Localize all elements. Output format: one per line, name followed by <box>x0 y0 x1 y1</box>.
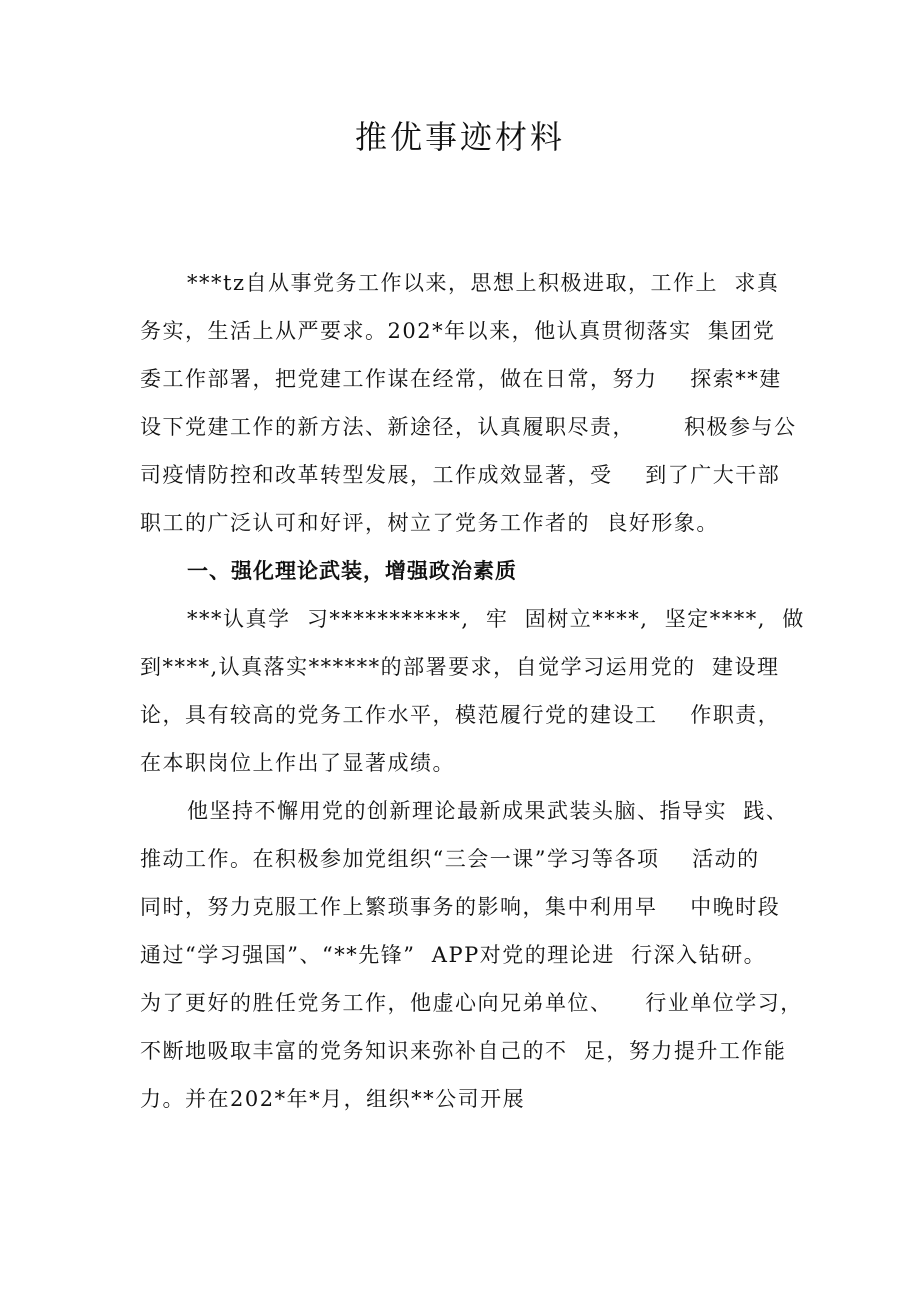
body-line-14: 同时，努力克服工作上繁琐事务的影响，集中利用早 中晚时段 <box>140 895 781 919</box>
document-title: 推优事迹材料 <box>354 118 565 156</box>
section-heading-1: 一、强化理论武装，增强政治素质 <box>187 559 517 583</box>
body-line-4: 设下党建工作的新方法、新途径，认真履职尽责， 积极参与公 <box>140 415 797 439</box>
body-line-1: ***tz自从事党务工作以来，思想上积极进取，工作上 求真 <box>187 271 780 295</box>
body-line-10: 论，具有较高的党务工作水平，模范履行党的建设工 作职责， <box>140 703 781 727</box>
body-line-17: 不断地吸取丰富的党务知识来弥补自己的不 足，努力提升工作能 <box>140 1039 787 1063</box>
body-line-13: 推动工作。在积极参加党组织“三会一课”学习等各项 活动的 <box>140 847 760 871</box>
body-line-8: ***认真学 习***********, 牢 固树立****, 坚定****, 做 <box>187 607 805 631</box>
body-line-16: 为了更好的胜任党务工作，他虚心向兄弟单位、 行业单位学习， <box>140 991 803 1015</box>
body-line-3: 委工作部署，把党建工作谋在经常，做在日常，努力 探索**建 <box>140 367 782 391</box>
body-line-15: 通过“学习强国”、“**先锋” APP对党的理论进 行深入钻研。 <box>140 943 767 967</box>
body-line-12: 他坚持不懈用党的创新理论最新成果武装头脑、指导实 践、 <box>187 799 789 823</box>
body-line-5: 司疫情防控和改革转型发展，工作成效显著，受 到了广大干部 <box>140 463 781 487</box>
body-line-6: 职工的广泛认可和好评，树立了党务工作者的 良好形象。 <box>140 511 719 535</box>
body-line-18: 力。并在202*年*月，组织**公司开展 <box>140 1087 526 1111</box>
body-line-2: 务实，生活上从严要求。202*年以来，他认真贯彻落实 集团党 <box>140 319 776 343</box>
body-line-11: 在本职岗位上作出了显著成绩。 <box>140 751 455 775</box>
body-line-9: 到****,认真落实******的部署要求，自觉学习运用党的 建设理 <box>140 655 780 679</box>
